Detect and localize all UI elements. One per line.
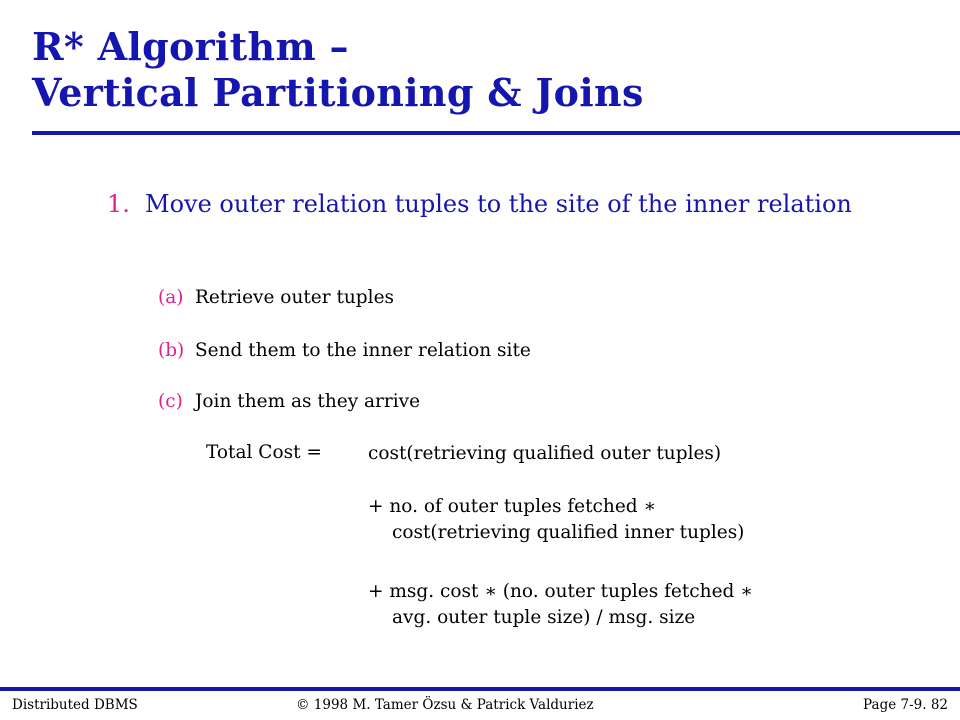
- footer-copyright: © 1998 M. Tamer Özsu & Patrick Valduriez: [296, 697, 594, 713]
- step-c-text: Join them as they arrive: [195, 391, 421, 412]
- cost-term-1: cost(retrieving qualified outer tuples): [368, 443, 722, 464]
- step-b: [158, 339, 531, 363]
- cost-term-2-line-2: cost(retrieving qualified inner tuples): [392, 522, 745, 543]
- cost-term-3: [368, 579, 753, 631]
- footer-page-number: Page 7-9. 82: [863, 697, 948, 713]
- cost-term-3-line-1: + msg. cost ∗ (no. outer tuples fetched ∗: [368, 581, 753, 602]
- cost-term-3-line-2: avg. outer tuple size) / msg. size: [392, 607, 696, 628]
- step-c-marker: (c): [158, 391, 183, 412]
- step-c: [158, 390, 420, 414]
- title-divider: [32, 131, 960, 135]
- title-line-2: Vertical Partitioning & Joins: [32, 70, 644, 115]
- step-a-text: Retrieve outer tuples: [195, 287, 395, 308]
- cost-term-2: [368, 494, 744, 546]
- footer-course: Distributed DBMS: [12, 697, 138, 713]
- step-b-marker: (b): [158, 340, 185, 361]
- total-cost-label: Total Cost =: [206, 442, 322, 463]
- main-point-text: Move outer relation tuples to the site of the inner relation: [145, 190, 852, 218]
- main-point-number: 1.: [107, 190, 130, 218]
- footer: [0, 697, 960, 715]
- slide-title: [32, 24, 644, 116]
- step-a: [158, 286, 394, 310]
- footer-divider: [0, 687, 960, 691]
- cost-term-2-line-1: + no. of outer tuples fetched ∗: [368, 496, 657, 517]
- title-line-1: R* Algorithm –: [32, 24, 349, 69]
- step-a-marker: (a): [158, 287, 184, 308]
- step-b-text: Send them to the inner relation site: [195, 340, 531, 361]
